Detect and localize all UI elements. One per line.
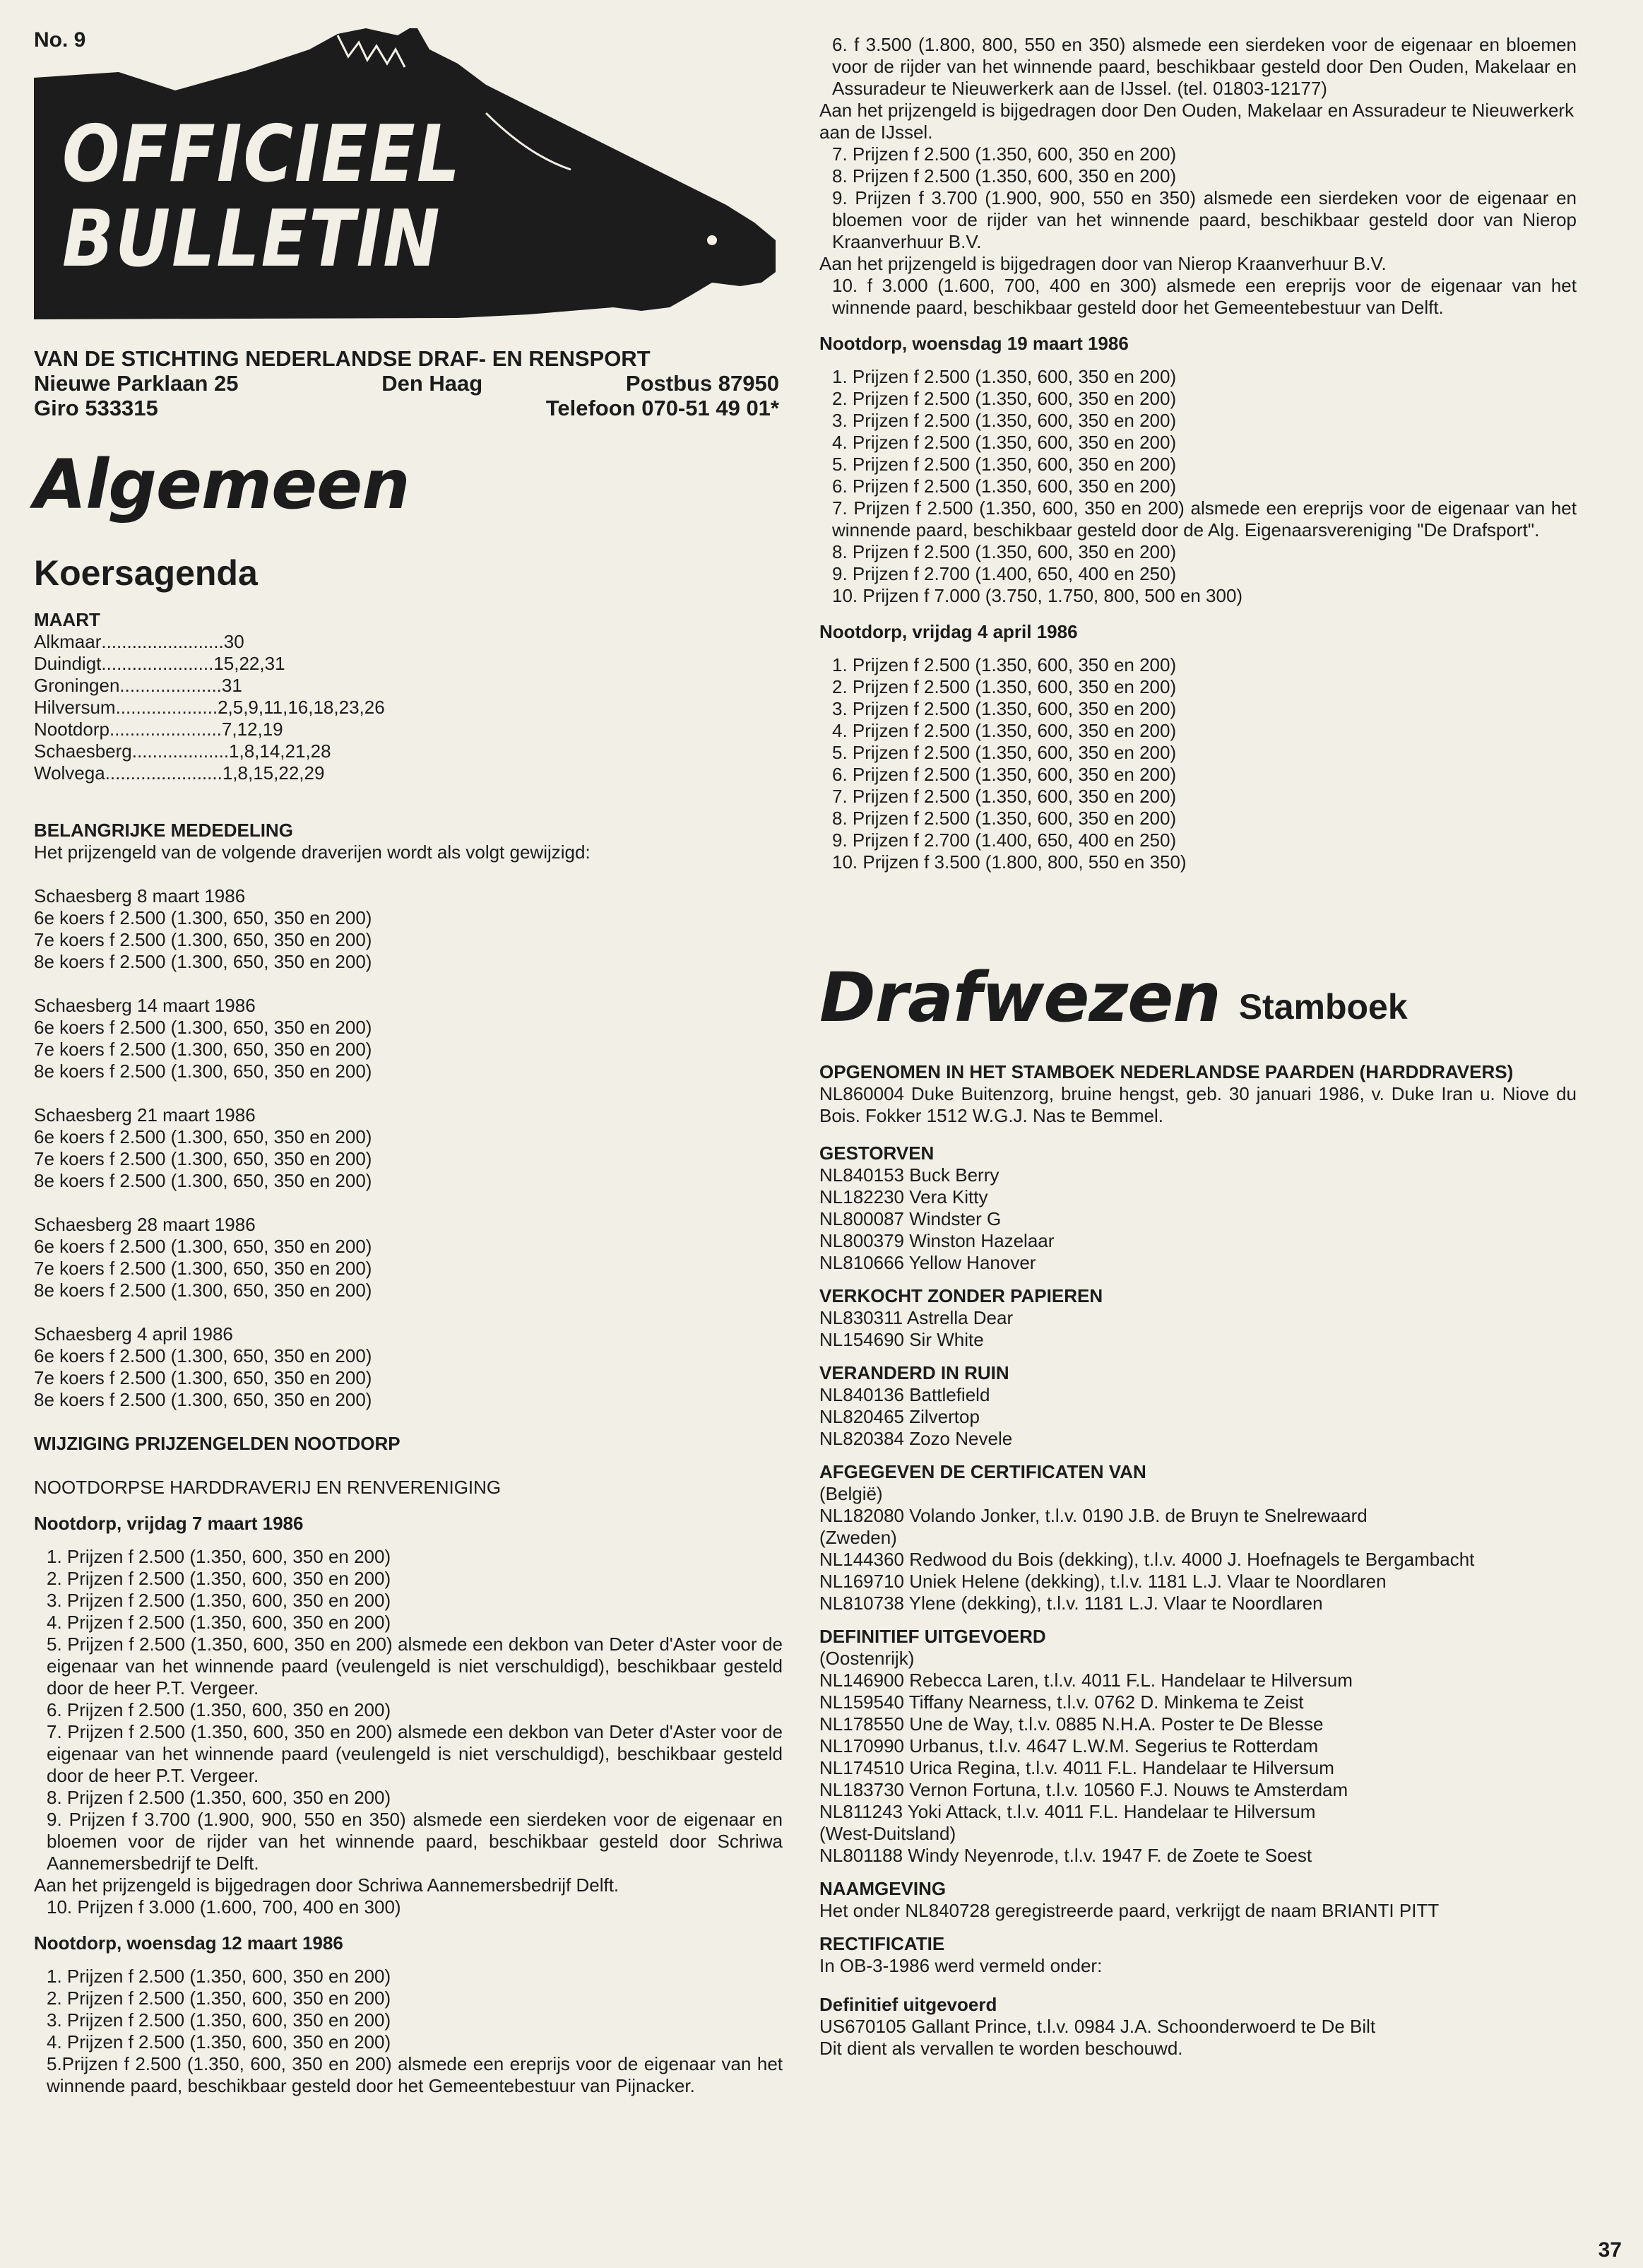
section-title-algemeen: Algemeen <box>34 445 410 524</box>
agenda-row: Duindigt ...................... 15,22,31 <box>34 653 285 674</box>
prize-line: 4. Prijzen f 2.500 (1.350, 600, 350 en 200) <box>47 2031 391 2053</box>
schaesberg-line: 7e koers f 2.500 (1.300, 650, 350 en 200) <box>34 1148 372 1169</box>
schaesberg-line: 8e koers f 2.500 (1.300, 650, 350 en 200) <box>34 1280 372 1301</box>
prize-line: 6. Prijzen f 2.500 (1.350, 600, 350 en 200) <box>47 1699 391 1720</box>
prize-line: 9. Prijzen f 2.700 (1.400, 650, 400 en 250) <box>832 563 1177 584</box>
address: Nieuwe Parklaan 25 <box>34 371 239 396</box>
prize-line: 6. Prijzen f 2.500 (1.350, 600, 350 en 200) <box>832 476 1177 497</box>
schaesberg-title: Schaesberg 8 maart 1986 <box>34 885 246 906</box>
prize-line: 3. Prijzen f 2.500 (1.350, 600, 350 en 200) <box>47 2009 391 2031</box>
prize-line: 4. Prijzen f 2.500 (1.350, 600, 350 en 200) <box>832 720 1177 741</box>
publisher-info <box>34 346 779 420</box>
prize-line: 2. Prijzen f 2.500 (1.350, 600, 350 en 200) <box>47 1988 391 2009</box>
ruin-title: VERANDERD IN RUIN <box>819 1362 1009 1383</box>
mededeling-title: BELANGRIJKE MEDEDELING <box>34 820 293 841</box>
rectificatie-line: Dit dient als vervallen te worden beschouwd. <box>819 2038 1183 2059</box>
opgenomen-title: OPGENOMEN IN HET STAMBOEK NEDERLANDSE PAARDEN (HARDDRAVERS) <box>819 1061 1514 1082</box>
prize-line: 1. Prijzen f 2.500 (1.350, 600, 350 en 200) <box>832 366 1177 387</box>
schaesberg-block <box>34 995 783 1082</box>
prize-line: 8. Prijzen f 2.500 (1.350, 600, 350 en 200) <box>832 541 1177 562</box>
nootdorp-7-note: Aan het prijzengeld is bijgedragen door Schriwa Aannemersbedrijf Delft. <box>34 1874 619 1896</box>
prize-line: 7. Prijzen f 2.500 (1.350, 600, 350 en 200) alsmede een dekbon van Deter d'Aster voor de eigenaar van het winnende paard (veulengeld is niet verschuldigd), beschikbaar gesteld door de heer P.T. Vergeer. <box>47 1721 783 1786</box>
horse-entry: NL800087 Windster G <box>819 1208 1002 1229</box>
prize-line: 7. Prijzen f 2.500 (1.350, 600, 350 en 200) alsmede een ereprijs voor de eigenaar van het winnende paard, beschikbaar gesteld door de Alg. Eigenaarsvereniging "De Drafsport". <box>832 497 1577 541</box>
prize-line: 5. Prijzen f 2.500 (1.350, 600, 350 en 200) alsmede een dekbon van Deter d'Aster voor de eigenaar van het winnende paard (veulengeld is niet verschuldigd), beschikbaar gesteld door de heer P.T. Vergeer. <box>47 1634 783 1699</box>
continued-note-1: Aan het prijzengeld is bijgedragen door Den Ouden, Makelaar en Assuradeur te Nieuwerkerk aan de IJssel. <box>819 100 1574 143</box>
schaesberg-line: 7e koers f 2.500 (1.300, 650, 350 en 200) <box>34 1367 372 1388</box>
nootdorp-4-title: Nootdorp, vrijdag 4 april 1986 <box>819 621 1078 642</box>
horse-entry: NL820465 Zilvertop <box>819 1406 980 1427</box>
ruin-list <box>819 1384 1577 1450</box>
schaesberg-line: 8e koers f 2.500 (1.300, 650, 350 en 200) <box>34 1389 372 1410</box>
agenda-row: Wolvega ....................... 1,8,15,22,29 <box>34 762 325 784</box>
schaesberg-title: Schaesberg 21 maart 1986 <box>34 1104 256 1126</box>
prize-line: 9. Prijzen f 2.700 (1.400, 650, 400 en 250) <box>832 829 1177 851</box>
telefoon: Telefoon 070-51 49 01* <box>545 396 779 420</box>
definitief-title: DEFINITIEF UITGEVOERD <box>819 1626 1046 1647</box>
nootdorp-19-list <box>819 366 1577 607</box>
definitief-entry: NL174510 Urica Regina, t.l.v. 4011 F.L. Handelaar te Hilversum <box>819 1757 1334 1778</box>
certificaten-title: AFGEGEVEN DE CERTIFICATEN VAN <box>819 1461 1146 1482</box>
prize-line: 5.Prijzen f 2.500 (1.350, 600, 350 en 200) alsmede een ereprijs voor de eigenaar van het winnende paard, beschikbaar gesteld door het Gemeentebestuur van Pijnacker. <box>47 2053 783 2096</box>
certificaten-list <box>819 1483 1577 1614</box>
rectificatie-title: RECTIFICATIE <box>819 1933 945 1954</box>
nootdorp-12-title: Nootdorp, woensdag 12 maart 1986 <box>34 1932 343 1954</box>
naamgeving-text: Het onder NL840728 geregistreerde paard, verkrijgt de naam BRIANTI PITT <box>819 1900 1440 1921</box>
prize-line: 2. Prijzen f 2.500 (1.350, 600, 350 en 200) <box>47 1568 391 1589</box>
prize-line: 6. f 3.500 (1.800, 800, 550 en 350) alsmede een sierdeken voor de eigenaar en bloemen voor de rijder van het winnende paard, beschikbaar gesteld door Den Ouden, Makelaar en Assuradeur te Nieuwerkerk aan de IJssel. (tel. 01803-12177) <box>832 34 1577 99</box>
agenda-list <box>34 631 783 784</box>
rectificatie-text: In OB-3-1986 werd vermeld onder: <box>819 1955 1103 1976</box>
continued-note-2: Aan het prijzengeld is bijgedragen door van Nierop Kraanverhuur B.V. <box>819 253 1387 274</box>
issue-number: No. 9 <box>34 28 86 52</box>
schaesberg-line: 6e koers f 2.500 (1.300, 650, 350 en 200) <box>34 907 372 928</box>
address-row <box>34 371 779 396</box>
horse-entry: NL800379 Winston Hazelaar <box>819 1230 1055 1251</box>
schaesberg-line: 6e koers f 2.500 (1.300, 650, 350 en 200) <box>34 1126 372 1147</box>
prize-line: 8. Prijzen f 2.500 (1.350, 600, 350 en 200) <box>832 165 1177 187</box>
schaesberg-line: 8e koers f 2.500 (1.300, 650, 350 en 200) <box>34 1061 372 1082</box>
verkocht-title: VERKOCHT ZONDER PAPIEREN <box>819 1285 1103 1306</box>
prize-line: 5. Prijzen f 2.500 (1.350, 600, 350 en 200) <box>832 454 1177 475</box>
agenda-row: Hilversum .................... 2,5,9,11,16,18,23,26 <box>34 697 385 718</box>
definitief-entry: (Oostenrijk) <box>819 1648 915 1669</box>
prize-line: 8. Prijzen f 2.500 (1.350, 600, 350 en 200) <box>47 1787 391 1808</box>
rectificatie-line: US670105 Gallant Prince, t.l.v. 0984 J.A. Schoonderwoerd te De Bilt <box>819 2016 1376 2037</box>
prize-line: 3. Prijzen f 2.500 (1.350, 600, 350 en 200) <box>832 698 1177 719</box>
prize-line: 7. Prijzen f 2.500 (1.350, 600, 350 en 200) <box>832 786 1177 807</box>
prize-line: 3. Prijzen f 2.500 (1.350, 600, 350 en 200) <box>47 1590 391 1611</box>
definitief-entry: (West-Duitsland) <box>819 1823 956 1844</box>
definitief-entry: NL183730 Vernon Fortuna, t.l.v. 10560 F.J. Nouws te Amsterdam <box>819 1779 1348 1800</box>
left-column <box>34 445 783 2097</box>
prize-line: 10. Prijzen f 3.500 (1.800, 800, 550 en 350) <box>832 851 1187 873</box>
drafwezen-header <box>819 958 1577 1037</box>
prize-line: 2. Prijzen f 2.500 (1.350, 600, 350 en 200) <box>832 676 1177 697</box>
prize-line: 9. Prijzen f 3.700 (1.900, 900, 550 en 350) alsmede een sierdeken voor de eigenaar en bloemen voor de rijder van het winnende paard, beschikbaar gesteld door van Nierop Kraanverhuur B.V. <box>832 187 1577 252</box>
agenda-row: Nootdorp ...................... 7,12,19 <box>34 719 283 740</box>
wijziging-title: WIJZIGING PRIJZENGELDEN NOOTDORP <box>34 1433 401 1454</box>
masthead <box>34 28 779 325</box>
horse-entry: NL830311 Astrella Dear <box>819 1307 1014 1328</box>
continued-list-2 <box>819 143 1577 253</box>
agenda-row: Schaesberg ................... 1,8,14,21,28 <box>34 740 331 762</box>
def-uitgevoerd-list <box>819 2016 1577 2060</box>
certificate-entry: NL169710 Uniek Helene (dekking), t.l.v. 1181 L.J. Vlaar te Noordlaren <box>819 1571 1387 1592</box>
prize-line: 1. Prijzen f 2.500 (1.350, 600, 350 en 200) <box>47 1966 391 1987</box>
horse-entry: NL840136 Battlefield <box>819 1384 990 1405</box>
schaesberg-block <box>34 1104 783 1192</box>
giro-row <box>34 396 779 420</box>
certificate-entry: NL182080 Volando Jonker, t.l.v. 0190 J.B. de Bruyn te Snelrewaard <box>819 1505 1368 1526</box>
agenda-month: MAART <box>34 609 100 630</box>
nootdorp-7-list <box>34 1546 783 1874</box>
schaesberg-line: 8e koers f 2.500 (1.300, 650, 350 en 200) <box>34 1170 372 1191</box>
vereniging: NOOTDORPSE HARDDRAVERIJ EN RENVERENIGING <box>34 1477 502 1498</box>
naamgeving-title: NAAMGEVING <box>819 1878 947 1899</box>
certificate-entry: (Zweden) <box>819 1527 897 1548</box>
prize-line: 3. Prijzen f 2.500 (1.350, 600, 350 en 200) <box>832 410 1177 431</box>
verkocht-list <box>819 1307 1577 1351</box>
nootdorp-19-title: Nootdorp, woensdag 19 maart 1986 <box>819 333 1129 354</box>
nootdorp-7-title: Nootdorp, vrijdag 7 maart 1986 <box>34 1513 304 1534</box>
agenda-title: Koersagenda <box>34 553 258 593</box>
opgenomen-text: NL860004 Duke Buitenzorg, bruine hengst, geb. 30 januari 1986, v. Duke Iran u. Niove du Bois. Fokker 1512 W.G.J. Nas te Bemmel. <box>819 1083 1577 1126</box>
schaesberg-block <box>34 885 783 973</box>
schaesberg-block <box>34 1323 783 1411</box>
schaesberg-title: Schaesberg 4 april 1986 <box>34 1323 233 1345</box>
prize-line: 1. Prijzen f 2.500 (1.350, 600, 350 en 200) <box>832 654 1177 675</box>
continued-list <box>819 34 1577 100</box>
page-number: 37 <box>1598 2238 1622 2262</box>
stamboek-subtitle: Stamboek <box>1238 987 1408 1027</box>
definitief-entry: NL146900 Rebecca Laren, t.l.v. 4011 F.L. Handelaar te Hilversum <box>819 1670 1353 1691</box>
mededeling-text: Het prijzengeld van de volgende draverijen wordt als volgt gewijzigd: <box>34 841 591 863</box>
prize-line: 2. Prijzen f 2.500 (1.350, 600, 350 en 200) <box>832 388 1177 409</box>
schaesberg-line: 6e koers f 2.500 (1.300, 650, 350 en 200) <box>34 1236 372 1257</box>
schaesberg-line: 7e koers f 2.500 (1.300, 650, 350 en 200) <box>34 929 372 950</box>
definitief-entry: NL811243 Yoki Attack, t.l.v. 4011 F.L. Handelaar te Hilversum <box>819 1801 1316 1822</box>
nootdorp-4-list <box>819 654 1577 873</box>
prize-line: 1. Prijzen f 2.500 (1.350, 600, 350 en 200) <box>47 1546 391 1567</box>
prize-line: 10. Prijzen f 7.000 (3.750, 1.750, 800, 500 en 300) <box>832 585 1243 606</box>
horse-entry: NL154690 Sir White <box>819 1329 984 1350</box>
section-title-drafwezen: Drafwezen <box>819 958 1221 1037</box>
prize-line: 5. Prijzen f 2.500 (1.350, 600, 350 en 200) <box>832 742 1177 763</box>
prize-line: 4. Prijzen f 2.500 (1.350, 600, 350 en 200) <box>832 432 1177 453</box>
prize-line: 7. Prijzen f 2.500 (1.350, 600, 350 en 200) <box>832 143 1177 165</box>
schaesberg-block <box>34 1214 783 1301</box>
city: Den Haag <box>381 371 483 396</box>
nootdorp-7-last: 10. Prijzen f 3.000 (1.600, 700, 400 en 300) <box>47 1896 401 1918</box>
gestorven-title: GESTORVEN <box>819 1142 935 1164</box>
schaesberg-line: 7e koers f 2.500 (1.300, 650, 350 en 200) <box>34 1039 372 1060</box>
definitief-entry: NL178550 Une de Way, t.l.v. 0885 N.H.A. Poster te De Blesse <box>819 1713 1324 1735</box>
horse-entry: NL820384 Zozo Nevele <box>819 1428 1013 1449</box>
definitief-entry: NL801188 Windy Neyenrode, t.l.v. 1947 F. de Zoete te Soest <box>819 1845 1312 1866</box>
publisher-name: VAN DE STICHTING NEDERLANDSE DRAF- EN RENSPORT <box>34 346 651 371</box>
gestorven-list <box>819 1164 1577 1274</box>
definitief-list <box>819 1648 1577 1867</box>
definitief-entry: NL159540 Tiffany Nearness, t.l.v. 0762 D. Minkema te Zeist <box>819 1691 1304 1713</box>
horse-entry: NL810666 Yellow Hanover <box>819 1252 1036 1273</box>
horse-entry: NL182230 Vera Kitty <box>819 1186 988 1207</box>
nootdorp-12-list <box>34 1966 783 2097</box>
logo-line-2: BULLETIN <box>62 193 441 285</box>
prize-line: 8. Prijzen f 2.500 (1.350, 600, 350 en 200) <box>832 808 1177 829</box>
agenda-row: Groningen .................... 31 <box>34 675 242 696</box>
schaesberg-line: 6e koers f 2.500 (1.300, 650, 350 en 200) <box>34 1345 372 1366</box>
horse-entry: NL840153 Buck Berry <box>819 1164 1000 1186</box>
certificate-entry: (België) <box>819 1483 883 1504</box>
schaesberg-title: Schaesberg 14 maart 1986 <box>34 995 256 1016</box>
postbus: Postbus 87950 <box>625 371 779 396</box>
logo-line-1: OFFICIEEL <box>62 108 461 200</box>
schaesberg-list <box>34 885 783 1411</box>
right-column <box>819 34 1577 2060</box>
prize-line: 6. Prijzen f 2.500 (1.350, 600, 350 en 200) <box>832 764 1177 785</box>
schaesberg-line: 6e koers f 2.500 (1.300, 650, 350 en 200) <box>34 1017 372 1038</box>
schaesberg-line: 8e koers f 2.500 (1.300, 650, 350 en 200) <box>34 951 372 972</box>
definitief-entry: NL170990 Urbanus, t.l.v. 4647 L.W.M. Segerius te Rotterdam <box>819 1735 1319 1756</box>
prize-line: 4. Prijzen f 2.500 (1.350, 600, 350 en 200) <box>47 1612 391 1633</box>
continued-last: 10. f 3.000 (1.600, 700, 400 en 300) alsmede een ereprijs voor de eigenaar van het winnende paard, beschikbaar gesteld door het Gemeentebestuur van Delft. <box>832 275 1577 318</box>
schaesberg-title: Schaesberg 28 maart 1986 <box>34 1214 256 1235</box>
schaesberg-line: 7e koers f 2.500 (1.300, 650, 350 en 200) <box>34 1258 372 1279</box>
giro: Giro 533315 <box>34 396 158 420</box>
prize-line: 9. Prijzen f 3.700 (1.900, 900, 550 en 350) alsmede een sierdeken voor de eigenaar en bloemen voor de rijder van het winnende paard, beschikbaar gesteld door Schriwa Aannemersbedrijf te Delft. <box>47 1809 783 1874</box>
certificate-entry: NL144360 Redwood du Bois (dekking), t.l.v. 4000 J. Hoefnagels te Bergambacht <box>819 1549 1475 1570</box>
agenda-row: Alkmaar ........................ 30 <box>34 631 244 652</box>
def-uitgevoerd-title: Definitief uitgevoerd <box>819 1994 997 2015</box>
certificate-entry: NL810738 Ylene (dekking), t.l.v. 1181 L.J. Vlaar te Noordlaren <box>819 1593 1323 1614</box>
